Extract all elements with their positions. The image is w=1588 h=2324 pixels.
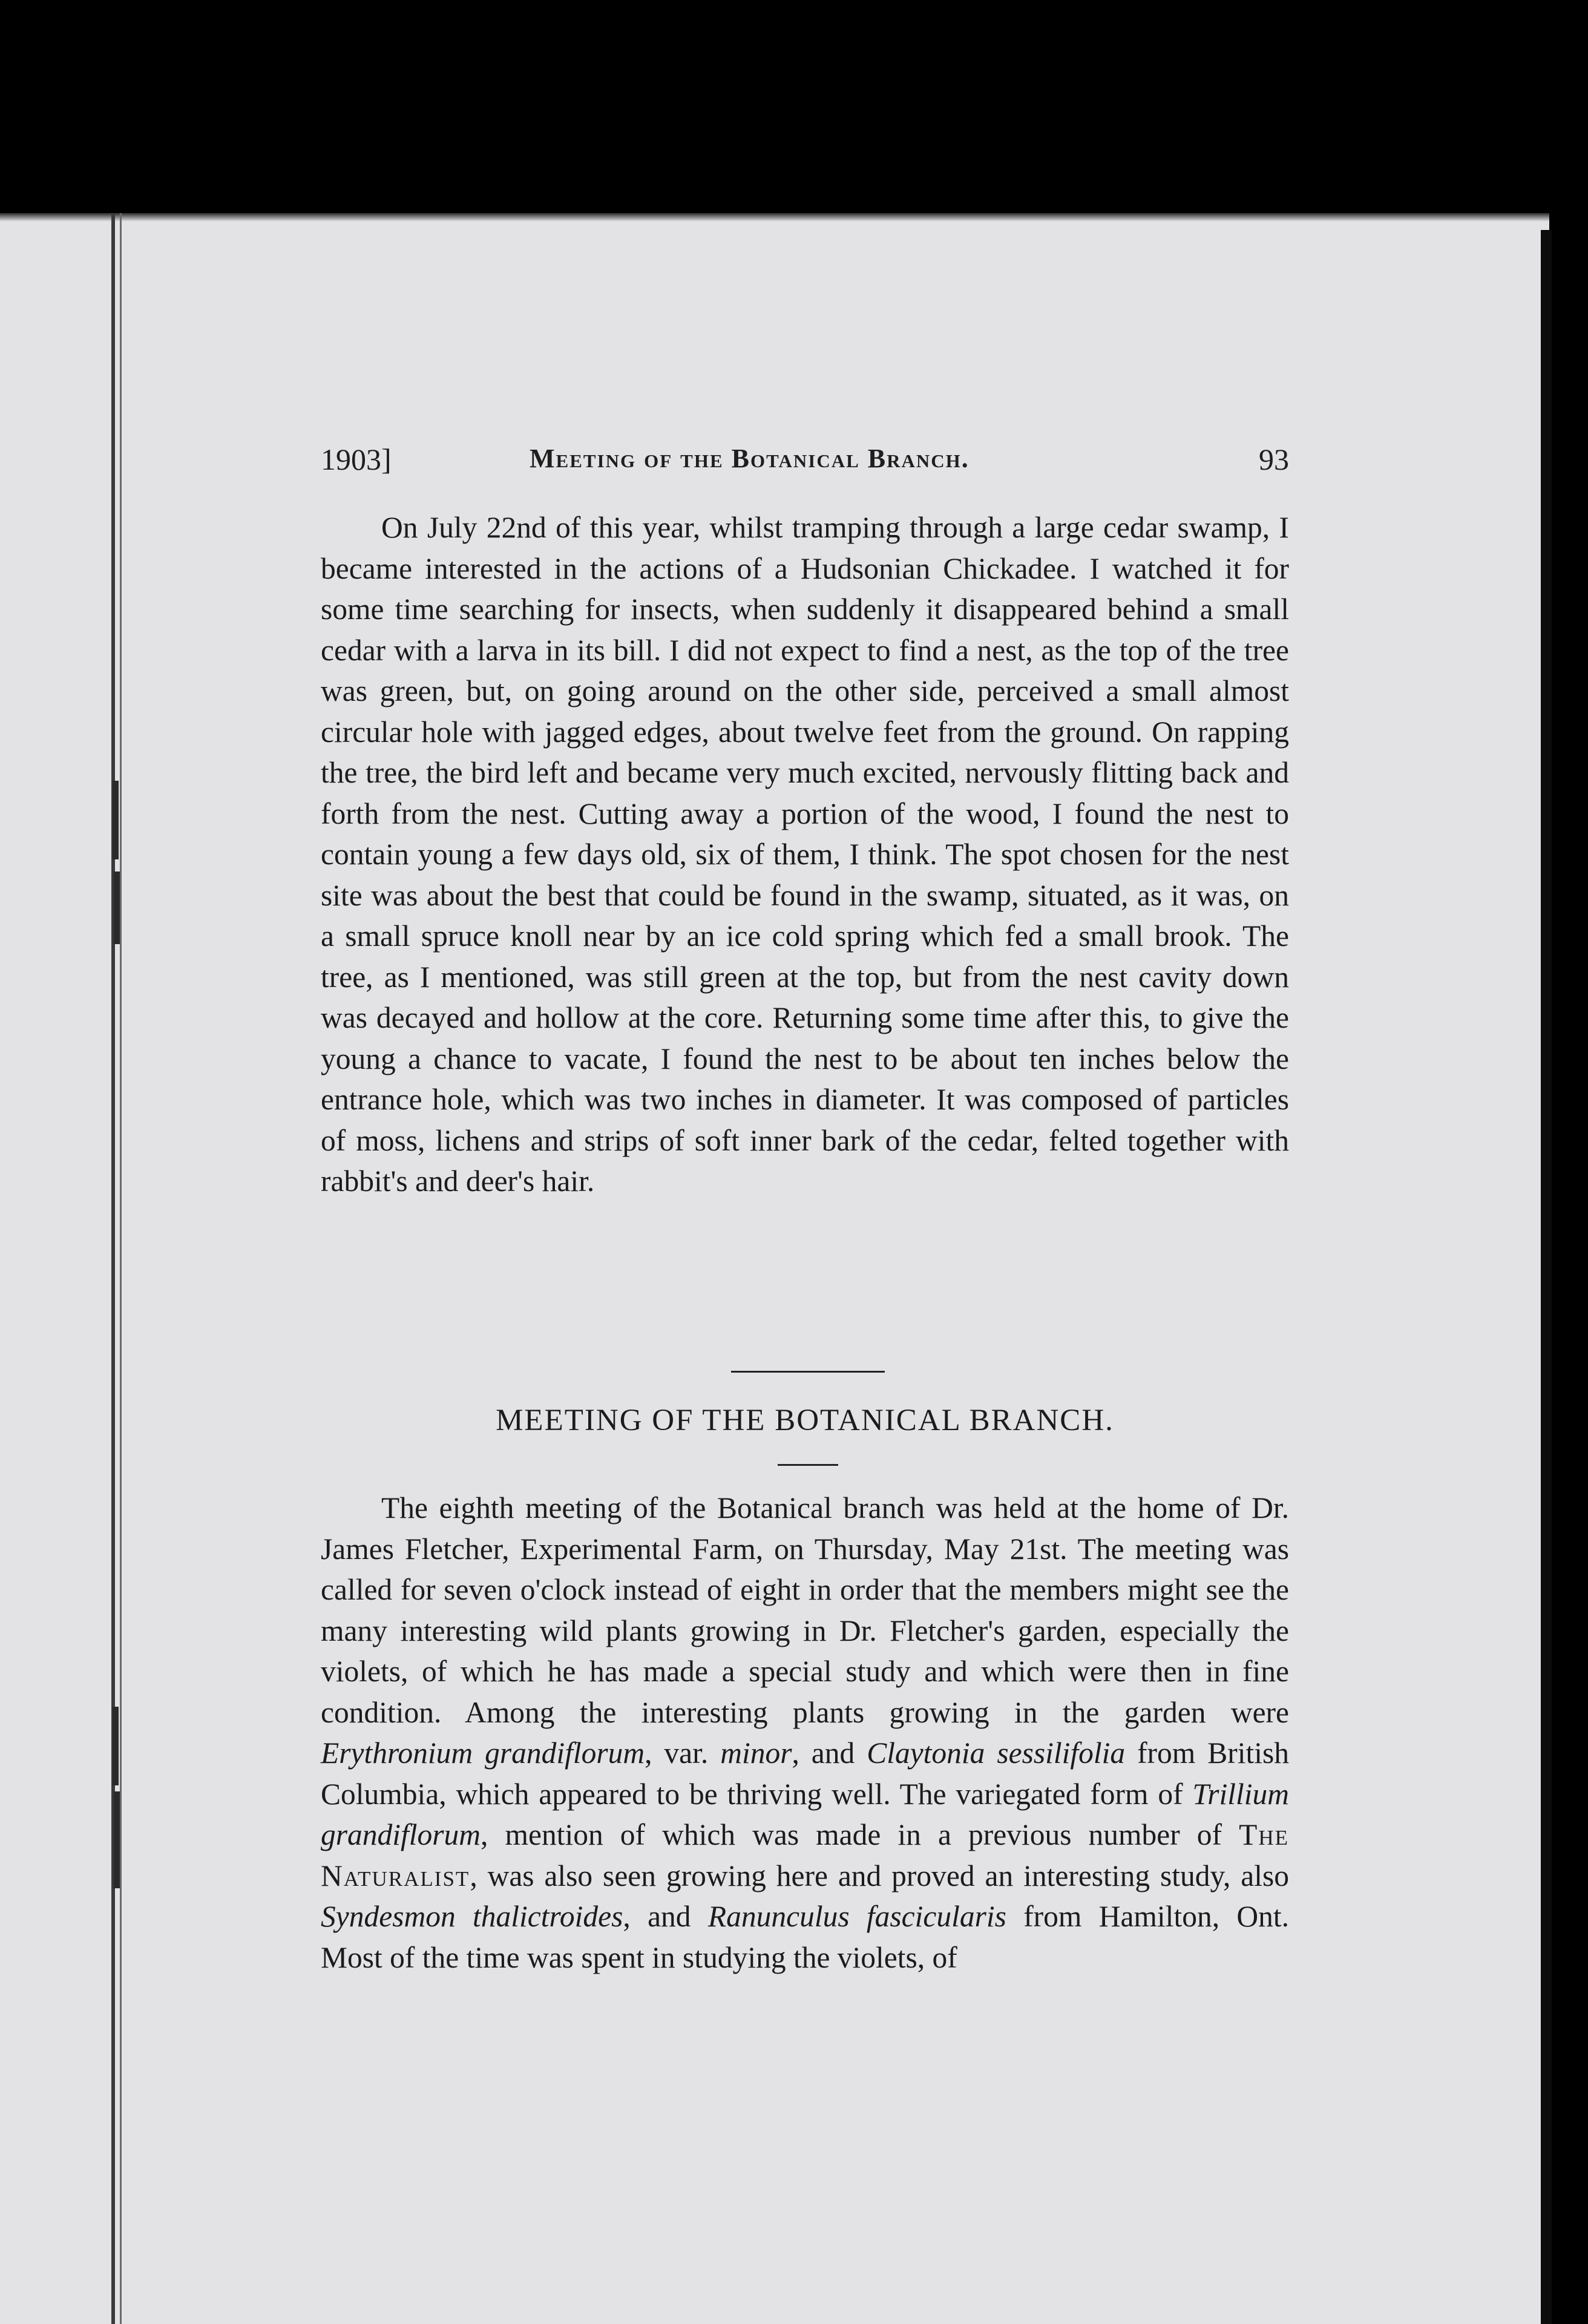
running-head-year: 1903] xyxy=(321,442,392,476)
text-run: , and xyxy=(792,1736,867,1770)
species-name: Erythronium grandiflorum xyxy=(321,1736,645,1770)
species-name: Ranunculus fascicularis xyxy=(707,1900,1006,1933)
heading-underline-rule xyxy=(778,1464,838,1466)
binding-gutter-line xyxy=(111,213,115,2324)
page-top-shadow xyxy=(0,213,1549,222)
binding-mark xyxy=(114,872,120,944)
variety-name: minor xyxy=(720,1736,792,1770)
text-run: The eighth meeting of the Botanical branch was held at the home of Dr. James Fletcher, Experimental Farm, on Thursday, May 21st. The meeting was called for seven o'clock instead of eight in order that the members might see the many interesting wild plants growing in Dr. Fletcher's garden, especially the violets, of which he has made a special study and which were then in fine condition. Among the interesting plants growing in the garden were xyxy=(321,1491,1289,1729)
page-number: 93 xyxy=(1259,442,1289,476)
text-run: from British Columbia, which appeared to be thriving well. The variegated form of xyxy=(321,1736,1289,1811)
text-run: , and xyxy=(623,1900,708,1933)
species-name: Syndesmon thalictroides xyxy=(321,1900,623,1933)
page-right-edge xyxy=(1541,230,1552,2324)
text-run: from Hamilton, Ont. Most of the time was spent in studying the violets, of xyxy=(321,1900,1289,1974)
running-head xyxy=(321,442,1289,484)
running-head-title: Meeting of the Botanical Branch. xyxy=(530,444,970,473)
species-name: Trillium grandiflorum xyxy=(321,1777,1289,1851)
text-run: , was also seen growing here and proved an interesting study, also xyxy=(470,1859,1289,1892)
text-run: , var. xyxy=(645,1736,721,1770)
section-divider-rule xyxy=(731,1371,885,1373)
binding-mark xyxy=(113,781,119,859)
binding-mark xyxy=(113,1707,119,1785)
publication-name: The Naturalist xyxy=(321,1818,1289,1892)
binding-mark xyxy=(114,1791,120,1888)
binding-gutter-line-secondary xyxy=(120,213,122,2324)
paragraph-chickadee-nest: On July 22nd of this year, whilst tramping through a large cedar swamp, I became interested in the actions of a Hudsonian Chickadee. I watched it for some time searching for insects, when suddenly it disappeared behind a small cedar with a larva in its bill. I did not expect to find a nest, as the top of the tree was green, but, on going around on the other side, perceived a small almost circular hole with jagged edges, about twelve feet from the ground. On rapping the tree, the bird left and became very much excited, nervously flitting back and forth from the nest. Cutting away a portion of the wood, I found the nest to contain young a few days old, six of them, I think. The spot chosen for the nest site was about the best that could be found in the swamp, situated, as it was, on a small spruce knoll near by an ice cold spring which fed a small brook. The tree, as I mentioned, was still green at the top, but from the nest cavity down was decayed and hollow at the core. Returning some time after this, to give the young a chance to vacate, I found the nest to be about ten inches below the entrance hole, which was two inches in diameter. It was composed of particles of moss, lichens and strips of soft inner bark of the cedar, felted together with rabbit's and deer's hair. xyxy=(321,511,1289,1198)
text-run: , mention of which was made in a previous number of xyxy=(481,1818,1239,1851)
section-heading: MEETING OF THE BOTANICAL BRANCH. xyxy=(496,1403,1114,1437)
paragraph-botanical-meeting xyxy=(321,1488,1289,1978)
species-name: Claytonia sessilifolia xyxy=(867,1736,1126,1770)
